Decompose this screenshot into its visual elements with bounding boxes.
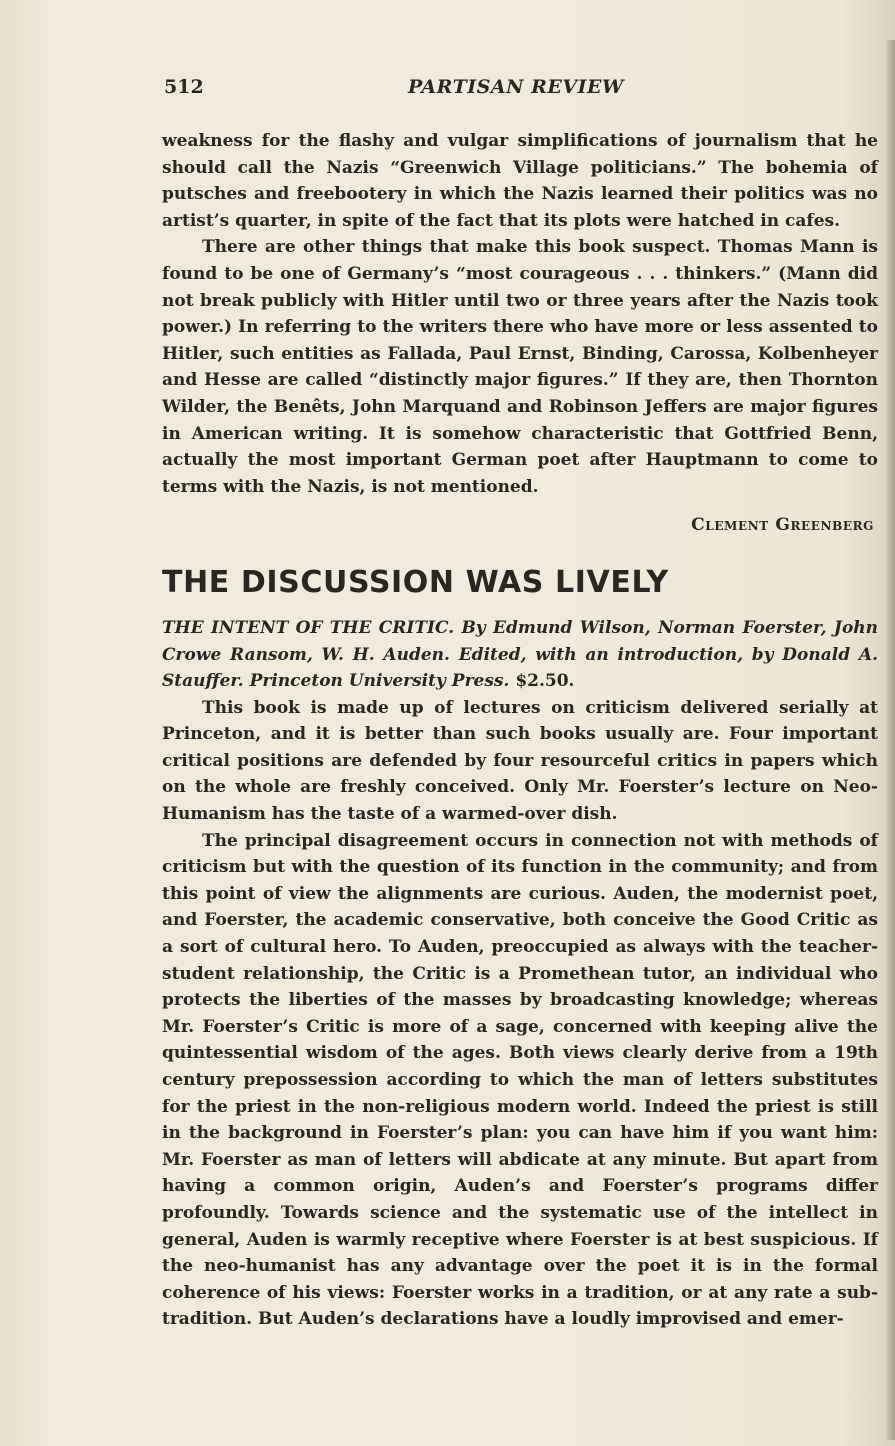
paragraph: The principal disagreement occurs in connection not with methods of criticism but with the question of its function in the community; and from this point of view the alignments are curious. Auden, the modernist poet, and Foerster, the academic conservative, both conceive the Good Critic as a sort of cultural hero. To Auden, preoccupied as always with the teacher-student relationship, the Critic is a Promethean tutor, an individual who protects the liberties of the masses by broadcasting knowledge; whereas Mr. Foerster’s Critic is more of a sage, concerned with keeping alive the quintessential wisdom of the ages. Both views clearly derive from a 19th century prepossession according to which the man of letters substitutes for the priest in the non-religious modern world. Indeed the priest is still in the background in Foerster’s plan: you can have him if you want him: Mr. Foerster as man of letters will abdicate at any minute. But apart from having a common origin, Auden’s and Foerster’s programs differ profoundly. Towards science and the systematic use of the intellect in general, Auden is warmly receptive where Foerster is at best suspicious. If the neo-humanist has any advantage over the poet it is in the formal coherence of his views: Foerster works in a tradition, or at any rate a sub-tradition. But Auden’s declarations have a loudly improvised and emer- — [162, 830, 878, 1330]
paragraph: There are other things that make this book suspect. Thomas Mann is found to be one of Germany’s “most courageous . . . thinkers.” (Mann did not break publicly with Hitler until two or three years after the Nazis took power.) In referring to the writers there who have more or less assented to Hitler, such entities as Fallada, Paul Ernst, Binding, Carossa, Kolbenheyer and Hesse are called “distinctly major figures.” If they are, then Thornton Wilder, the Benêts, John Marquand and Robinson Jeffers are major figures in American writing. It is somehow characteristic that Gottfried Benn, actually the most important German poet after Hauptmann to come to terms with the Nazis, is not mentioned. — [162, 237, 878, 497]
reviewer-signature: Clement Greenberg — [691, 515, 874, 536]
review-heading: THE DISCUSSION WAS LIVELY — [162, 564, 669, 600]
page-edge-shadow — [885, 40, 895, 1440]
book-credits: By Edmund Wilson, Norman Foerster, John Crowe Ransom, W. H. Auden. Edited, with an introduction, by Donald A. Stauffer. Princeton University Press. — [162, 617, 879, 692]
paragraph-continued: weakness for the flashy and vulgar simplifications of journalism that he should call the Nazis “Greenwich Village politicians.” The bohemia of putsches and freebootery in which the Nazis learned their politics was no artist’s quarter, in spite of the fact that its plots were hatched in cafes. — [162, 131, 878, 231]
book-title: THE INTENT OF THE CRITIC. — [162, 617, 455, 638]
book-price: $2.50. — [515, 671, 575, 692]
running-header — [162, 72, 878, 106]
book-citation — [162, 615, 878, 695]
text-column — [162, 128, 878, 1333]
journal-title: PARTISAN REVIEW — [408, 76, 624, 98]
paragraph: This book is made up of lectures on criticism delivered serially at Princeton, and it is better than such books usually are. Four important critical positions are defended by four resourceful critics in papers which on the whole are freshly conceived. Only Mr. Foerster’s lecture on Neo-Humanism has the taste of a warmed-over dish. — [162, 697, 878, 825]
page-number: 512 — [164, 76, 204, 98]
